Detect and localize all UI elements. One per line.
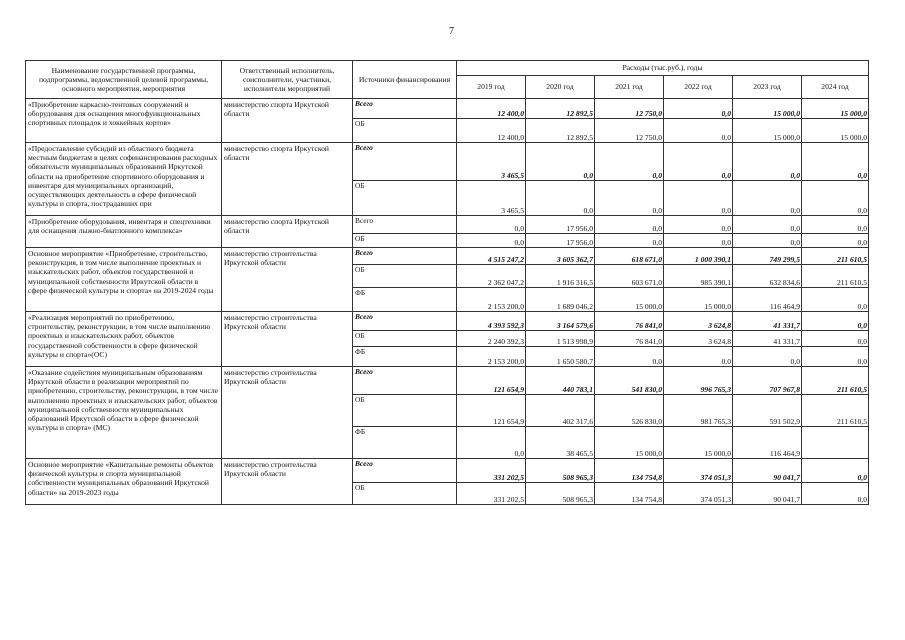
amount-cell: 541 830,0 <box>595 367 664 395</box>
amount-cell: 2 362 047,2 <box>457 265 526 288</box>
amount-cell: 17 956,0 <box>526 234 595 248</box>
table-row <box>26 99 869 119</box>
amount-cell: 17 956,0 <box>526 216 595 234</box>
executor: министерство строительства Иркутской области <box>222 459 353 505</box>
amount-cell: 0,0 <box>664 119 733 143</box>
amount-cell: 0,0 <box>802 181 869 216</box>
amount-cell: 2 153 200,0 <box>457 347 526 367</box>
header-year: 2020 год <box>526 76 595 99</box>
funding-source: ОБ <box>353 395 457 427</box>
header-year: 2023 год <box>733 76 802 99</box>
header-source: Источники финансирования <box>353 61 457 99</box>
amount-cell: 0,0 <box>664 216 733 234</box>
funding-source: Всего <box>353 143 457 181</box>
amount-cell: 1 513 998,9 <box>526 331 595 347</box>
amount-cell: 0,0 <box>802 312 869 331</box>
executor: министерство строительства Иркутской области <box>222 367 353 459</box>
amount-cell: 15 000,0 <box>595 427 664 459</box>
amount-cell: 15 000,0 <box>733 119 802 143</box>
amount-cell: 41 331,7 <box>733 312 802 331</box>
amount-cell: 0,0 <box>457 216 526 234</box>
amount-cell: 0,0 <box>664 181 733 216</box>
amount-cell: 374 051,3 <box>664 483 733 505</box>
amount-cell: 12 892,5 <box>526 119 595 143</box>
activity-name: «Оказание содействия муниципальным образованиям Иркутской области в реализации мероприятий по приобретению, строительству, реконструкции, в том числе выполнению проектных и изыскательских работ, объектов муниципальной собственности муниципальных образований Иркутской области в сфере физической культуры и спорта» (МС) <box>26 367 222 459</box>
activity-name: Основное мероприятие «Приобретение, строительство, реконструкция, в том числе выполнение проектных и изыскательских работ, объектов государственной и муниципальной собственности Иркутской области в сфере физической культуры и спорта» на 2019-2024 годы <box>26 248 222 312</box>
amount-cell: 0,0 <box>595 181 664 216</box>
header-executor: Ответственный исполнитель, соисполнители, участники, исполнители мероприятий <box>222 61 353 99</box>
amount-cell: 211 610,5 <box>802 265 869 288</box>
header-year: 2024 год <box>802 76 869 99</box>
page-number: 7 <box>449 26 454 37</box>
amount-cell: 0,0 <box>733 181 802 216</box>
header-year: 2022 год <box>664 76 733 99</box>
amount-cell: 90 041,7 <box>733 483 802 505</box>
activity-name: «Предоставление субсидий из областного бюджета местным бюджетам в целях софинансирования расходных обязательств муниципальных образований Иркутской области на приобретение спортивного оборудования и инвентаря для муниципальных организаций, осуществляющих деятельность в сфере физической культуры и спорта, пострадавших при <box>26 143 222 216</box>
executor: министерство спорта Иркутской области <box>222 216 353 248</box>
amount-cell: 402 317,6 <box>526 395 595 427</box>
activity-name: Основное мероприятие «Капитальные ремонты объектов физической культуры и спорта муниципальной собственности муниципальных образований Иркутской области» на 2019-2023 годы <box>26 459 222 505</box>
amount-cell: 1 650 580,7 <box>526 347 595 367</box>
funding-source: Всего <box>353 99 457 119</box>
amount-cell: 15 000,0 <box>595 288 664 312</box>
budget-table <box>25 60 869 505</box>
amount-cell: 749 299,5 <box>733 248 802 265</box>
table-row <box>26 248 869 265</box>
amount-cell: 0,0 <box>664 234 733 248</box>
amount-cell: 41 331,7 <box>733 331 802 347</box>
amount-cell: 0,0 <box>802 347 869 367</box>
amount-cell: 15 000,0 <box>802 119 869 143</box>
amount-cell: 211 610,5 <box>802 395 869 427</box>
amount-cell: 707 967,8 <box>733 367 802 395</box>
amount-cell: 0,0 <box>802 459 869 483</box>
amount-cell: 0,0 <box>802 234 869 248</box>
amount-cell: 0,0 <box>733 143 802 181</box>
amount-cell: 1 000 390,1 <box>664 248 733 265</box>
amount-cell: 15 000,0 <box>802 99 869 119</box>
amount-cell: 996 765,3 <box>664 367 733 395</box>
amount-cell: 4 393 592,3 <box>457 312 526 331</box>
amount-cell: 0,0 <box>664 347 733 367</box>
amount-cell <box>802 427 869 459</box>
amount-cell: 0,0 <box>457 427 526 459</box>
funding-source: Всего <box>353 248 457 265</box>
funding-source: ОБ <box>353 331 457 347</box>
activity-name: «Приобретение каркасно-тентовых сооружений и оборудования для оснащения многофункциональных спортивных площадок и хоккейных кортов» <box>26 99 222 143</box>
amount-cell: 0,0 <box>595 234 664 248</box>
amount-cell: 591 502,9 <box>733 395 802 427</box>
funding-source: ОБ <box>353 483 457 505</box>
table-row <box>26 143 869 181</box>
activity-name: «Приобретение оборудования, инвентаря и спецтехники для оснащения лыжно-биатлонного комплекса» <box>26 216 222 248</box>
amount-cell: 2 240 392,3 <box>457 331 526 347</box>
amount-cell: 15 000,0 <box>733 99 802 119</box>
amount-cell: 12 892,5 <box>526 99 595 119</box>
amount-cell: 632 834,6 <box>733 265 802 288</box>
header-year: 2021 год <box>595 76 664 99</box>
amount-cell: 440 783,1 <box>526 367 595 395</box>
amount-cell: 508 965,3 <box>526 459 595 483</box>
amount-cell: 38 465,5 <box>526 427 595 459</box>
table-row <box>26 459 869 483</box>
funding-source: Всего <box>353 312 457 331</box>
amount-cell: 0,0 <box>526 143 595 181</box>
amount-cell: 211 610,5 <box>802 248 869 265</box>
amount-cell: 0,0 <box>595 347 664 367</box>
amount-cell: 331 202,5 <box>457 483 526 505</box>
amount-cell: 0,0 <box>733 216 802 234</box>
amount-cell: 3 624,8 <box>664 331 733 347</box>
amount-cell: 0,0 <box>733 347 802 367</box>
amount-cell: 90 041,7 <box>733 459 802 483</box>
header-name: Наименование государственной программы, подпрограммы, ведомственной целевой программы, основного мероприятия, мероприятия <box>26 61 222 99</box>
header-year: 2019 год <box>457 76 526 99</box>
amount-cell: 0,0 <box>802 288 869 312</box>
amount-cell: 0,0 <box>457 234 526 248</box>
table-row <box>26 312 869 331</box>
amount-cell: 12 750,0 <box>595 119 664 143</box>
executor: министерство строительства Иркутской области <box>222 312 353 367</box>
funding-source: ОБ <box>353 234 457 248</box>
amount-cell: 3 624,8 <box>664 312 733 331</box>
amount-cell: 76 841,0 <box>595 312 664 331</box>
funding-source: Всего <box>353 459 457 483</box>
amount-cell: 0,0 <box>802 216 869 234</box>
amount-cell: 3 605 362,7 <box>526 248 595 265</box>
amount-cell: 134 754,8 <box>595 483 664 505</box>
amount-cell: 508 965,3 <box>526 483 595 505</box>
amount-cell: 15 000,0 <box>664 427 733 459</box>
amount-cell: 1 916 316,5 <box>526 265 595 288</box>
executor: министерство строительства Иркутской области <box>222 248 353 312</box>
amount-cell: 4 515 247,2 <box>457 248 526 265</box>
funding-source: ФБ <box>353 288 457 312</box>
amount-cell: 121 654,9 <box>457 395 526 427</box>
amount-cell: 526 830,0 <box>595 395 664 427</box>
amount-cell: 3 164 579,6 <box>526 312 595 331</box>
amount-cell: 134 754,8 <box>595 459 664 483</box>
funding-source: ОБ <box>353 265 457 288</box>
funding-source: ОБ <box>353 119 457 143</box>
amount-cell: 0,0 <box>802 143 869 181</box>
executor: министерство спорта Иркутской области <box>222 99 353 143</box>
amount-cell: 116 464,9 <box>733 288 802 312</box>
amount-cell: 2 153 200,0 <box>457 288 526 312</box>
amount-cell: 3 465,5 <box>457 181 526 216</box>
table-row <box>26 367 869 395</box>
amount-cell: 985 390,1 <box>664 265 733 288</box>
amount-cell: 121 654,9 <box>457 367 526 395</box>
amount-cell: 0,0 <box>802 483 869 505</box>
table-row <box>26 216 869 234</box>
amount-cell: 374 051,3 <box>664 459 733 483</box>
amount-cell: 0,0 <box>595 216 664 234</box>
funding-source: ФБ <box>353 347 457 367</box>
amount-cell: 618 671,0 <box>595 248 664 265</box>
amount-cell: 3 465,5 <box>457 143 526 181</box>
amount-cell: 981 765,3 <box>664 395 733 427</box>
funding-source: Всего <box>353 216 457 234</box>
amount-cell: 603 671,0 <box>595 265 664 288</box>
funding-source: Всего <box>353 367 457 395</box>
amount-cell: 0,0 <box>526 181 595 216</box>
amount-cell: 0,0 <box>802 331 869 347</box>
amount-cell: 12 750,0 <box>595 99 664 119</box>
amount-cell: 0,0 <box>595 143 664 181</box>
amount-cell: 0,0 <box>664 99 733 119</box>
funding-source: ФБ <box>353 427 457 459</box>
header-expenses: Расходы (тыс.руб.), годы <box>457 61 869 76</box>
amount-cell: 0,0 <box>664 143 733 181</box>
amount-cell: 0,0 <box>733 234 802 248</box>
executor: министерство спорта Иркутской области <box>222 143 353 216</box>
amount-cell: 1 689 046,2 <box>526 288 595 312</box>
amount-cell: 76 841,0 <box>595 331 664 347</box>
amount-cell: 15 000,0 <box>664 288 733 312</box>
amount-cell: 116 464,9 <box>733 427 802 459</box>
funding-source: ОБ <box>353 181 457 216</box>
amount-cell: 211 610,5 <box>802 367 869 395</box>
amount-cell: 12 400,0 <box>457 119 526 143</box>
activity-name: «Реализация мероприятий по приобретению, строительству, реконструкции, в том числе выполнению проектных и изыскательских работ, объектов государственной собственности в сфере физической культуры и спорта»(ОС) <box>26 312 222 367</box>
amount-cell: 331 202,5 <box>457 459 526 483</box>
amount-cell: 12 400,0 <box>457 99 526 119</box>
